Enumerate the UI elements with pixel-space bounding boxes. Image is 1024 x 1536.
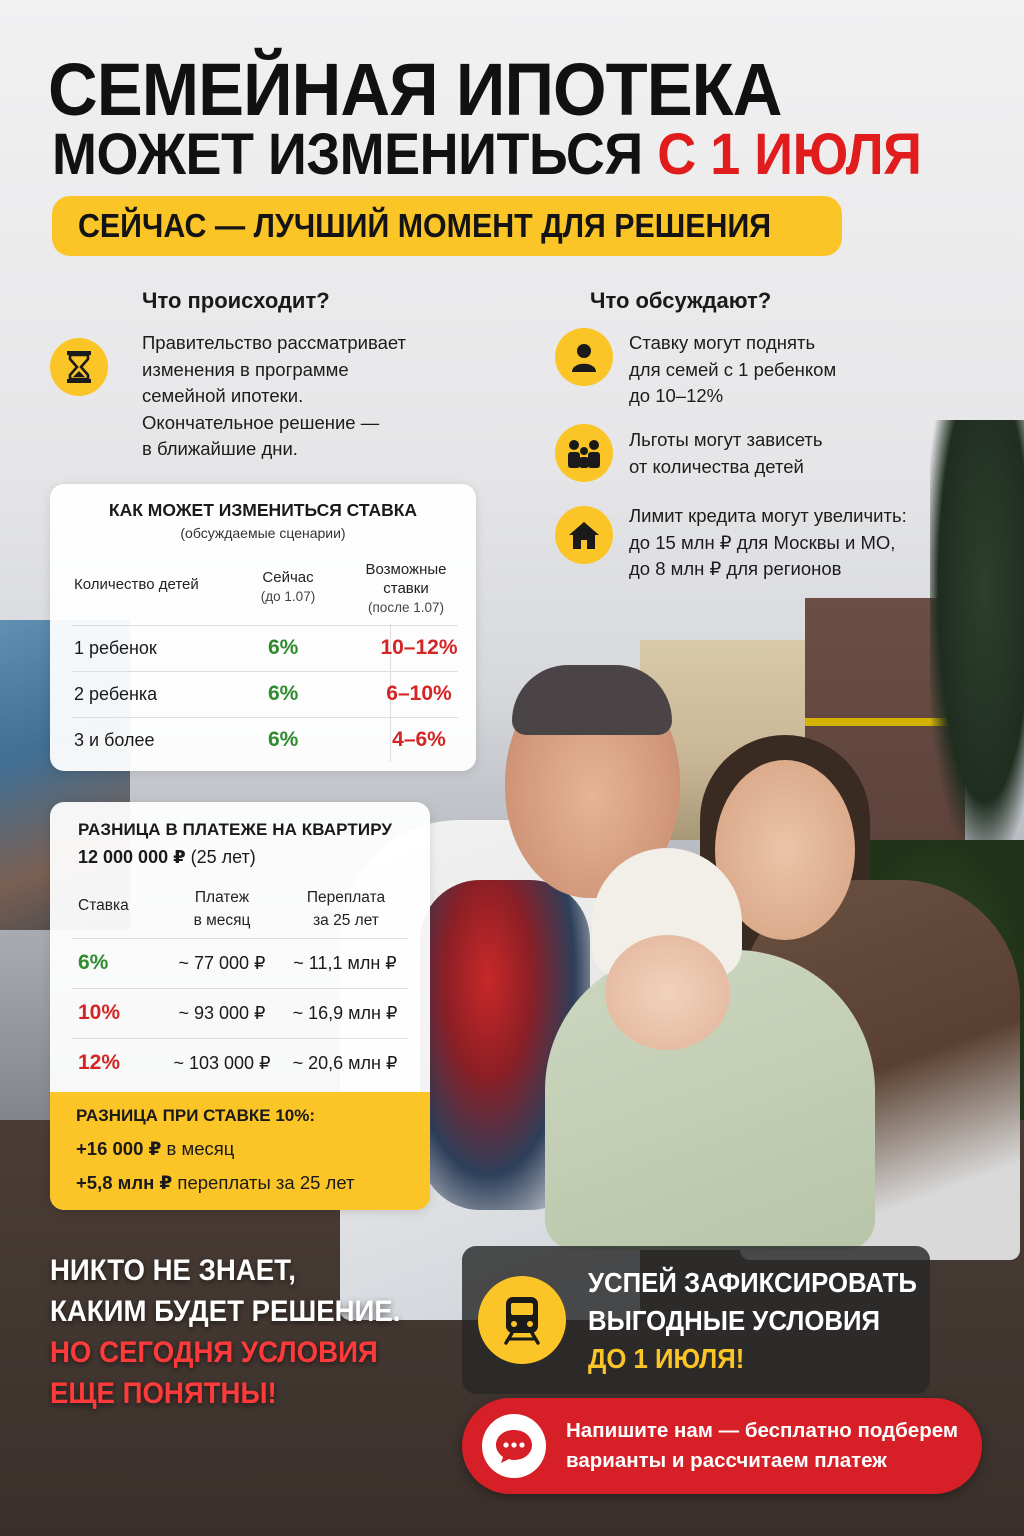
deadline-callout — [462, 1246, 930, 1394]
discussed-line: до 15 млн ₽ для Москвы и МО, — [629, 531, 896, 553]
what-happens-line: Окончательное решение — — [142, 411, 380, 433]
uncertainty-statement — [50, 1250, 436, 1414]
row-overpay: ~ 20,6 млн ₽ — [292, 1053, 398, 1073]
row-rate-new: 4–6% — [392, 728, 446, 751]
payment-table-title: РАЗНИЦА В ПЛАТЕЖЕ НА КВАРТИРУ — [78, 820, 393, 839]
discussed-item-rate — [629, 330, 836, 410]
column-header-payment-line1: Платеж — [194, 889, 250, 906]
column-header-rate: Ставка — [78, 897, 129, 914]
person-icon — [555, 328, 613, 386]
discussed-item-benefits — [629, 427, 823, 480]
loan-amount: 12 000 000 ₽ — [78, 847, 186, 867]
difference-monthly — [76, 1138, 234, 1160]
payment-table-card — [50, 802, 430, 1210]
row-overpay: ~ 16,9 млн ₽ — [292, 1003, 398, 1023]
contact-button-label — [566, 1416, 966, 1476]
row-rate-new: 6–10% — [386, 682, 452, 705]
difference-heading: РАЗНИЦА ПРИ СТАВКЕ 10%: — [76, 1106, 316, 1125]
discussed-line: до 8 млн ₽ для регионов — [629, 558, 842, 579]
statement-line-accent: НО СЕГОДНЯ УСЛОВИЯ — [50, 1336, 378, 1369]
column-header-overpay-line1: Переплата — [306, 889, 386, 906]
contact-line: варианты и рассчитаем платеж — [566, 1449, 887, 1472]
row-overpay: ~ 11,1 млн ₽ — [293, 953, 397, 973]
deadline-line: УСПЕЙ ЗАФИКСИРОВАТЬ — [588, 1267, 917, 1298]
deadline-date: ДО 1 ИЮЛЯ! — [588, 1343, 745, 1374]
column-header-overpay-line2: за 25 лет — [313, 912, 379, 929]
column-header-new — [350, 560, 462, 617]
difference-summary — [50, 1092, 430, 1210]
row-rate: 6% — [78, 951, 109, 974]
hourglass-icon — [50, 338, 108, 396]
page-title: СЕМЕЙНАЯ ИПОТЕКА — [48, 48, 782, 131]
table-row — [72, 717, 458, 763]
banner-text: СЕЙЧАС — ЛУЧШИЙ МОМЕНТ ДЛЯ РЕШЕНИЯ — [78, 207, 772, 244]
deadline-text — [588, 1264, 917, 1378]
table-row — [72, 625, 458, 671]
row-rate: 10% — [78, 1001, 121, 1024]
row-payment: ~ 93 000 ₽ — [178, 1003, 266, 1023]
row-rate-new: 10–12% — [380, 636, 458, 659]
statement-line: НИКТО НЕ ЗНАЕТ, — [50, 1254, 296, 1287]
row-children: 1 ребенок — [74, 638, 157, 658]
contact-line: Напишите нам — бесплатно подберем — [566, 1419, 959, 1442]
subtitle-main: МОЖЕТ ИЗМЕНИТЬСЯ — [52, 122, 658, 187]
column-header-new-sub: (после 1.07) — [368, 600, 444, 615]
row-rate: 12% — [78, 1051, 121, 1074]
column-header-payment — [162, 886, 282, 932]
column-header-now-sub: (до 1.07) — [260, 589, 316, 604]
what-happens-line: семейной ипотеки. — [142, 385, 304, 406]
column-header-now — [240, 568, 336, 606]
table-row — [72, 988, 408, 1038]
column-header-new-line2: ставки — [383, 580, 429, 597]
what-happens-heading: Что происходит? — [142, 288, 330, 313]
difference-monthly-value: +16 000 ₽ — [76, 1138, 162, 1159]
difference-total-value: +5,8 млн ₽ — [76, 1172, 173, 1193]
difference-total-label: переплаты за 25 лет — [172, 1172, 355, 1193]
rate-table-card — [50, 484, 476, 771]
what-happens-line: Правительство рассматривает — [142, 332, 407, 353]
row-payment: ~ 103 000 ₽ — [173, 1053, 271, 1073]
chat-icon — [482, 1414, 546, 1478]
row-rate-now: 6% — [268, 728, 299, 751]
train-icon — [478, 1276, 566, 1364]
what-happens-line: изменения в программе — [142, 358, 349, 380]
rate-table-title: КАК МОЖЕТ ИЗМЕНИТЬСЯ СТАВКА — [108, 500, 418, 520]
table-row — [72, 938, 408, 988]
background-tree — [930, 420, 1024, 840]
headline-banner — [52, 196, 842, 256]
discussed-heading: Что обсуждают? — [590, 288, 772, 313]
family-icon — [555, 424, 613, 482]
man-hair — [512, 665, 672, 735]
discussed-line: Льготы могут зависеть — [629, 429, 823, 450]
difference-total — [76, 1172, 355, 1194]
row-children: 3 и более — [74, 730, 155, 750]
column-header-now-label: Сейчас — [262, 569, 314, 586]
discussed-line: от количества детей — [629, 455, 804, 477]
child-face — [605, 935, 730, 1050]
row-payment: ~ 77 000 ₽ — [178, 953, 266, 973]
rate-table-subtitle: (обсуждаемые сценарии) — [180, 525, 346, 541]
payment-table-amount — [78, 847, 256, 868]
subtitle-date: С 1 ИЮЛЯ — [657, 122, 922, 187]
row-rate-now: 6% — [268, 682, 299, 705]
discussed-line: Ставку могут поднять — [629, 332, 816, 353]
table-row — [72, 671, 458, 717]
discussed-line: для семей с 1 ребенком — [629, 358, 837, 380]
column-header-children: Количество детей — [74, 576, 199, 593]
page-subtitle — [52, 122, 945, 188]
column-header-payment-line2: в месяц — [193, 912, 251, 929]
house-icon — [555, 506, 613, 564]
loan-term: (25 лет) — [185, 847, 256, 867]
deadline-line: ВЫГОДНЫЕ УСЛОВИЯ — [588, 1305, 881, 1336]
contact-us-button[interactable] — [462, 1398, 982, 1494]
row-children: 2 ребенка — [74, 684, 158, 704]
column-header-new-line1: Возможные — [365, 561, 447, 578]
what-happens-line: в ближайшие дни. — [142, 438, 298, 459]
difference-monthly-label: в месяц — [161, 1138, 235, 1159]
row-rate-now: 6% — [268, 636, 299, 659]
discussed-item-limit — [629, 503, 907, 583]
discussed-line: Лимит кредита могут увеличить: — [629, 505, 907, 526]
discussed-line: до 10–12% — [629, 385, 724, 406]
what-happens-text — [142, 330, 406, 463]
table-row — [72, 1038, 408, 1088]
statement-line-accent: ЕЩЕ ПОНЯТНЫ! — [50, 1377, 277, 1410]
column-header-overpay — [284, 886, 408, 932]
statement-line: КАКИМ БУДЕТ РЕШЕНИЕ. — [50, 1295, 401, 1328]
